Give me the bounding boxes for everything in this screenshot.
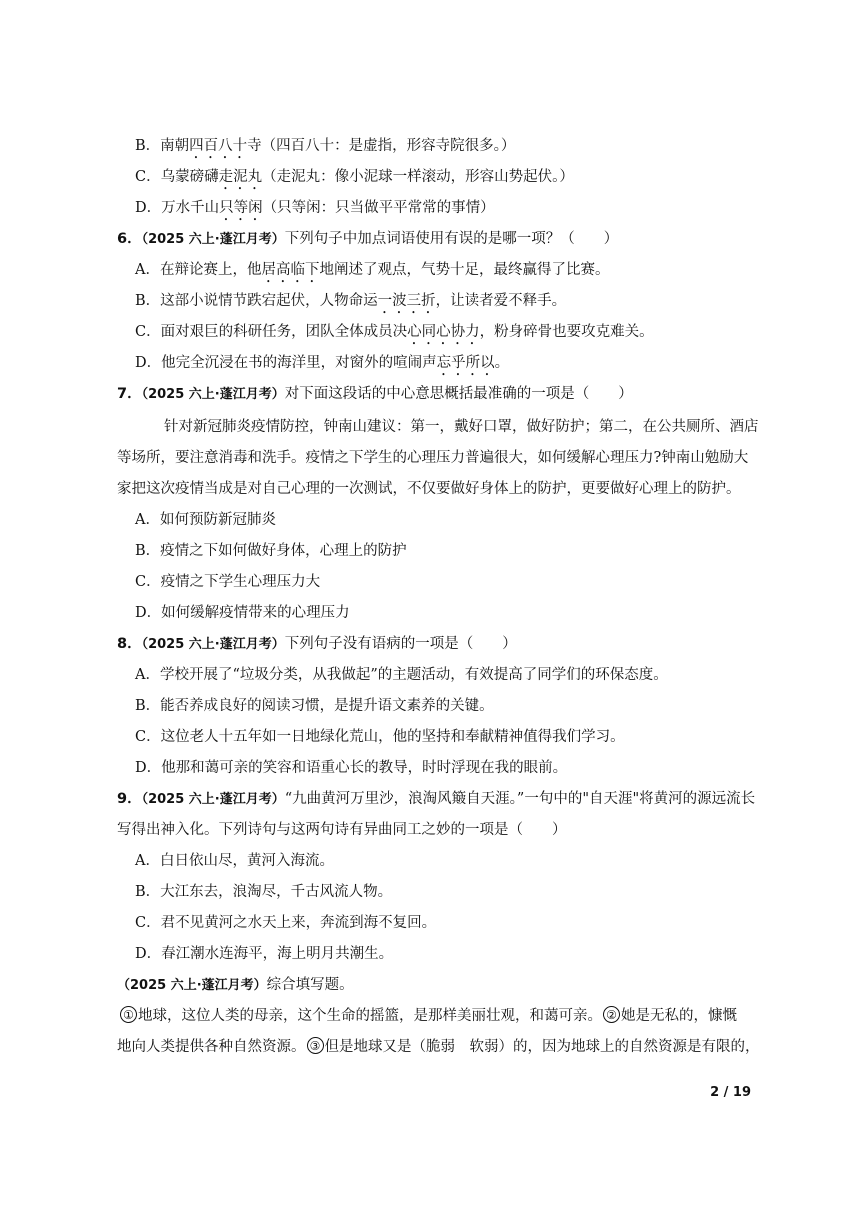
option-text: 白日依山尽，黄河入海流。 [159, 853, 334, 869]
q10-passage-line-2 [117, 1037, 760, 1057]
option-text: ，让读者爱不释手。 [435, 293, 567, 309]
option-text: （走泥丸：像小泥球一样滚动，形容山势起伏。） [262, 169, 574, 185]
option-text: 寺（四百八十：是虚指，形容寺院很多。） [247, 138, 516, 154]
option-label: D． [135, 355, 162, 371]
q7-option-d [135, 603, 350, 623]
sentence-number: ③ [307, 1037, 324, 1054]
option-text: 如何预防新冠肺炎 [159, 512, 276, 528]
q5-option-d [135, 198, 495, 224]
option-label: A． [135, 262, 160, 278]
q9-option-b [135, 882, 392, 902]
q9-heading [117, 789, 755, 810]
source-tag: （2025 六上·蓬江月考） [141, 232, 285, 247]
q6-option-c [135, 322, 654, 348]
option-text: 面对艰巨的科研任务，团队全体成员决 [160, 324, 408, 340]
option-label: D． [135, 200, 162, 216]
option-text: ，粉身碎骨也要攻克难关。 [479, 324, 654, 340]
question-text: 综合填写题。 [266, 977, 354, 993]
q7-option-b [135, 541, 407, 561]
option-label: A． [135, 667, 160, 683]
option-label: C． [135, 574, 161, 590]
option-label: C． [135, 324, 161, 340]
q8-option-d [135, 758, 567, 778]
option-text: 能否养成良好的阅读习惯，是提升语文素养的关键。 [160, 698, 494, 714]
option-text: 南朝 [160, 138, 190, 154]
option-text: （只等闲：只当做平平常常的事情） [262, 200, 495, 216]
q6-heading [117, 229, 618, 250]
option-label: D． [135, 946, 162, 962]
option-label: C． [135, 169, 161, 185]
q9-heading-line-2: 写得出神入化。下列诗句与这两句诗有异曲同工之妙的一项是（ ） [117, 822, 567, 838]
sentence-number: ① [120, 1006, 137, 1023]
option-label: A． [135, 853, 160, 869]
question-text: 对下面这段话的中心意思概括最准确的一项是（ ） [284, 386, 633, 402]
option-label: B． [135, 884, 161, 900]
q7-option-a [135, 510, 276, 530]
option-text: 疫情之下如何做好身体，心理上的防护 [160, 543, 407, 559]
q9-option-d [135, 944, 393, 964]
option-text: 他那和蔼可亲的笑容和语重心长的教导，时时浮现在我的眼前。 [161, 760, 568, 776]
question-number: 8． [117, 636, 142, 652]
passage-text: 地球，这位人类的母亲，这个生命的摇篮，是那样美丽壮观，和蔼可亲。 [138, 1008, 602, 1024]
option-text: 学校开展了“垃圾分类，从我做起”的主题活动，有效提高了同学们的环保态度。 [159, 667, 668, 683]
option-label: D． [135, 760, 162, 776]
q8-option-a [135, 665, 668, 685]
option-label: B． [135, 543, 161, 559]
dotted-phrase: 四百八十 [189, 138, 248, 154]
option-label: A． [135, 512, 160, 528]
option-text: 如何缓解疫情带来的心理压力 [161, 605, 350, 621]
q5-option-c [135, 167, 574, 193]
q6-option-b [135, 291, 566, 317]
q9-option-a [135, 851, 334, 871]
dotted-phrase: 一波三折 [377, 293, 436, 309]
q7-option-c [135, 572, 320, 592]
dotted-phrase: 走泥丸 [218, 169, 263, 185]
dotted-phrase: 居高临下 [261, 262, 320, 278]
question-text: 下列句子中加点词语使用有误的是哪一项？（ ） [284, 231, 619, 247]
source-tag: （2025 六上·蓬江月考） [141, 637, 285, 652]
source-tag: （2025 六上·蓬江月考） [141, 387, 285, 402]
option-label: B． [135, 293, 161, 309]
dotted-phrase: 忘乎所以 [436, 355, 495, 371]
page-number: 2 / 19 [710, 1085, 751, 1100]
sentence-number: ② [603, 1006, 620, 1023]
q6-option-a [135, 260, 609, 286]
option-text: 他完全沉浸在书的海洋里，对窗外的喧闹声 [161, 355, 437, 371]
passage-text: 地向人类提供各种自然资源。 [117, 1039, 306, 1055]
option-text: 君不见黄河之水天上来，奔流到海不复回。 [160, 915, 437, 931]
question-text: 下列句子没有语病的一项是（ ） [284, 636, 517, 652]
option-label: C． [135, 915, 161, 931]
option-text: 大江东去，浪淘尽，千古风流人物。 [160, 884, 393, 900]
passage-text: 但是地球又是（脆弱 软弱）的，因为地球上的自然资源是有限的， [324, 1039, 760, 1055]
q8-option-c [135, 727, 625, 747]
q7-passage-line-1: 针对新冠肺炎疫情防控，钟南山建议：第一，戴好口罩，做好防护；第二，在公共厕所、酒店 [164, 419, 759, 435]
option-text: 在辩论赛上，他 [159, 262, 262, 278]
option-text: 地阐述了观点，气势十足，最终赢得了比赛。 [319, 262, 610, 278]
question-number: 9． [117, 791, 142, 807]
option-label: B． [135, 698, 161, 714]
q8-option-b [135, 696, 494, 716]
q6-option-d [135, 353, 509, 379]
question-number: 6． [117, 231, 142, 247]
option-label: C． [135, 729, 161, 745]
question-number: 7． [117, 386, 142, 402]
q10-heading [117, 975, 354, 996]
option-label: B． [135, 138, 161, 154]
q7-heading [117, 384, 633, 405]
q7-passage-line-3: 家把这次疫情当成是对自己心理的一次测试，不仅要做好身体上的防护，更要做好心理上的防护。 [117, 481, 741, 497]
dotted-phrase: 心同心协力 [407, 324, 480, 340]
question-text: “九曲黄河万里沙，浪淘风簸自天涯。”一句中的"自天涯"将黄河的源远流长 [284, 791, 756, 807]
dotted-phrase: 只等闲 [219, 200, 263, 216]
source-tag: （2025 六上·蓬江月考） [117, 978, 267, 993]
q7-passage-line-2: 等场所，要注意消毒和洗手。疫情之下学生的心理压力普遍很大，如何缓解心理压力?钟南山勉励大 [117, 450, 749, 466]
option-text: 乌蒙磅礴 [160, 169, 219, 185]
option-text: 万水千山 [161, 200, 220, 216]
q8-heading [117, 634, 517, 655]
passage-text: 她是无私的，慷慨 [621, 1008, 737, 1024]
option-text: 这位老人十五年如一日地绿化荒山，他的坚持和奉献精神值得我们学习。 [160, 729, 625, 745]
option-text: 。 [494, 355, 510, 371]
option-text: 疫情之下学生心理压力大 [160, 574, 321, 590]
source-tag: （2025 六上·蓬江月考） [141, 792, 285, 807]
q5-option-b [135, 136, 515, 162]
option-text: 春江潮水连海平，海上明月共潮生。 [161, 946, 394, 962]
q9-option-c [135, 913, 436, 933]
q10-passage-line-1 [119, 1006, 737, 1026]
option-label: D． [135, 605, 162, 621]
option-text: 这部小说情节跌宕起伏，人物命运 [160, 293, 378, 309]
